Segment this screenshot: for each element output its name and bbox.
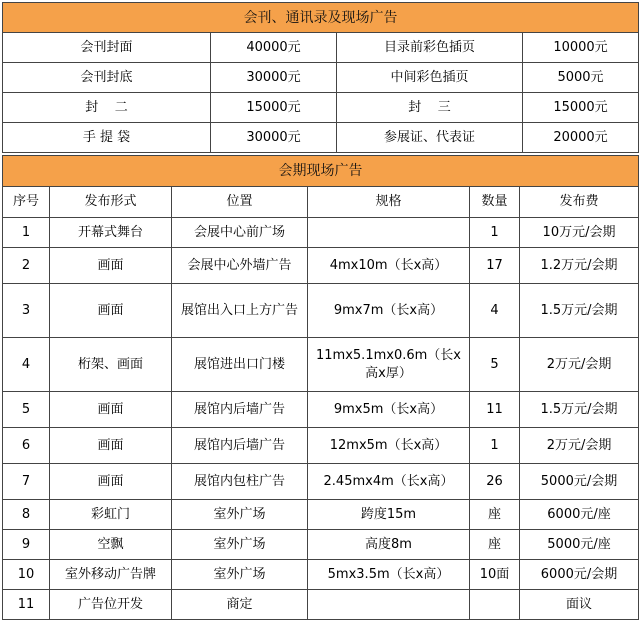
ad-item-price: 10000元 (523, 33, 639, 63)
ad-quantity: 座 (470, 500, 520, 530)
ad-location: 展馆内包柱广告 (172, 464, 308, 500)
ad-spec: 5mx3.5m（长x高） (308, 560, 470, 590)
ad-spec: 2.45mx4m（长x高） (308, 464, 470, 500)
table-row (3, 500, 639, 530)
ad-location: 商定 (172, 590, 308, 620)
ad-quantity (470, 590, 520, 620)
row-index: 8 (3, 500, 50, 530)
table-row (3, 428, 639, 464)
ad-quantity: 11 (470, 392, 520, 428)
row-index: 7 (3, 464, 50, 500)
col-header-fee: 发布费 (520, 187, 639, 218)
ad-fee: 面议 (520, 590, 639, 620)
row-index: 6 (3, 428, 50, 464)
publication-ads-table (2, 2, 639, 153)
col-header-index: 序号 (3, 187, 50, 218)
ad-location: 展馆出入口上方广告 (172, 284, 308, 338)
ad-quantity: 1 (470, 218, 520, 248)
table-row (3, 248, 639, 284)
table-row (3, 560, 639, 590)
ad-spec (308, 590, 470, 620)
col-header-location: 位置 (172, 187, 308, 218)
ad-format: 画面 (50, 284, 172, 338)
table-row (3, 464, 639, 500)
publication-row (3, 93, 639, 123)
ad-quantity: 10面 (470, 560, 520, 590)
ad-location: 室外广场 (172, 560, 308, 590)
ad-spec: 9mx7m（长x高） (308, 284, 470, 338)
ad-format: 画面 (50, 248, 172, 284)
ad-item-name: 目录前彩色插页 (337, 33, 523, 63)
ad-quantity: 1 (470, 428, 520, 464)
section-title-publication: 会刊、通讯录及现场广告 (3, 3, 639, 33)
ad-quantity: 17 (470, 248, 520, 284)
ad-fee: 6000元/会期 (520, 560, 639, 590)
ad-item-name: 手 提 袋 (3, 123, 211, 153)
ad-location: 室外广场 (172, 530, 308, 560)
ad-format: 广告位开发 (50, 590, 172, 620)
row-index: 1 (3, 218, 50, 248)
ad-fee: 2万元/会期 (520, 338, 639, 392)
ad-spec: 4mx10m（长x高） (308, 248, 470, 284)
ad-item-price: 40000元 (211, 33, 337, 63)
row-index: 9 (3, 530, 50, 560)
ad-item-price: 5000元 (523, 63, 639, 93)
ad-location: 会展中心前广场 (172, 218, 308, 248)
ad-spec: 9mx5m（长x高） (308, 392, 470, 428)
ad-spec: 11mx5.1mx0.6m（长x高x厚） (308, 338, 470, 392)
col-header-spec: 规格 (308, 187, 470, 218)
onsite-ads-table (2, 155, 639, 620)
ad-quantity: 4 (470, 284, 520, 338)
ad-fee: 5000元/会期 (520, 464, 639, 500)
row-index: 10 (3, 560, 50, 590)
row-index: 11 (3, 590, 50, 620)
ad-item-price: 15000元 (211, 93, 337, 123)
ad-item-name: 封 三 (337, 93, 523, 123)
ad-price-sheet (2, 2, 638, 620)
ad-item-name: 参展证、代表证 (337, 123, 523, 153)
ad-fee: 6000元/座 (520, 500, 639, 530)
ad-fee: 1.5万元/会期 (520, 284, 639, 338)
ad-item-name: 会刊封底 (3, 63, 211, 93)
table-row (3, 590, 639, 620)
ad-fee: 2万元/会期 (520, 428, 639, 464)
ad-item-price: 20000元 (523, 123, 639, 153)
ad-format: 开幕式舞台 (50, 218, 172, 248)
ad-fee: 1.2万元/会期 (520, 248, 639, 284)
row-index: 4 (3, 338, 50, 392)
ad-fee: 5000元/座 (520, 530, 639, 560)
ad-spec: 高度8m (308, 530, 470, 560)
ad-item-name: 封 二 (3, 93, 211, 123)
ad-spec: 跨度15m (308, 500, 470, 530)
ad-item-name: 会刊封面 (3, 33, 211, 63)
col-header-format: 发布形式 (50, 187, 172, 218)
row-index: 2 (3, 248, 50, 284)
ad-format: 室外移动广告牌 (50, 560, 172, 590)
ad-quantity: 26 (470, 464, 520, 500)
ad-format: 画面 (50, 428, 172, 464)
ad-fee: 10万元/会期 (520, 218, 639, 248)
ad-format: 空飘 (50, 530, 172, 560)
ad-item-price: 15000元 (523, 93, 639, 123)
ad-location: 展馆内后墙广告 (172, 392, 308, 428)
ad-format: 桁架、画面 (50, 338, 172, 392)
publication-row (3, 33, 639, 63)
ad-item-name: 中间彩色插页 (337, 63, 523, 93)
table-row (3, 338, 639, 392)
ad-location: 展馆内后墙广告 (172, 428, 308, 464)
ad-item-price: 30000元 (211, 63, 337, 93)
ad-format: 彩虹门 (50, 500, 172, 530)
ad-quantity: 座 (470, 530, 520, 560)
table-row (3, 392, 639, 428)
table-row (3, 530, 639, 560)
ad-item-price: 30000元 (211, 123, 337, 153)
ad-fee: 1.5万元/会期 (520, 392, 639, 428)
row-index: 3 (3, 284, 50, 338)
publication-row (3, 63, 639, 93)
table-row (3, 284, 639, 338)
publication-row (3, 123, 639, 153)
ad-quantity: 5 (470, 338, 520, 392)
col-header-quantity: 数量 (470, 187, 520, 218)
ad-spec (308, 218, 470, 248)
section-title-onsite: 会期现场广告 (3, 156, 639, 187)
ad-location: 会展中心外墙广告 (172, 248, 308, 284)
ad-location: 展馆进出口门楼 (172, 338, 308, 392)
table-row (3, 218, 639, 248)
ad-format: 画面 (50, 392, 172, 428)
ad-format: 画面 (50, 464, 172, 500)
row-index: 5 (3, 392, 50, 428)
ad-location: 室外广场 (172, 500, 308, 530)
ad-spec: 12mx5m（长x高） (308, 428, 470, 464)
